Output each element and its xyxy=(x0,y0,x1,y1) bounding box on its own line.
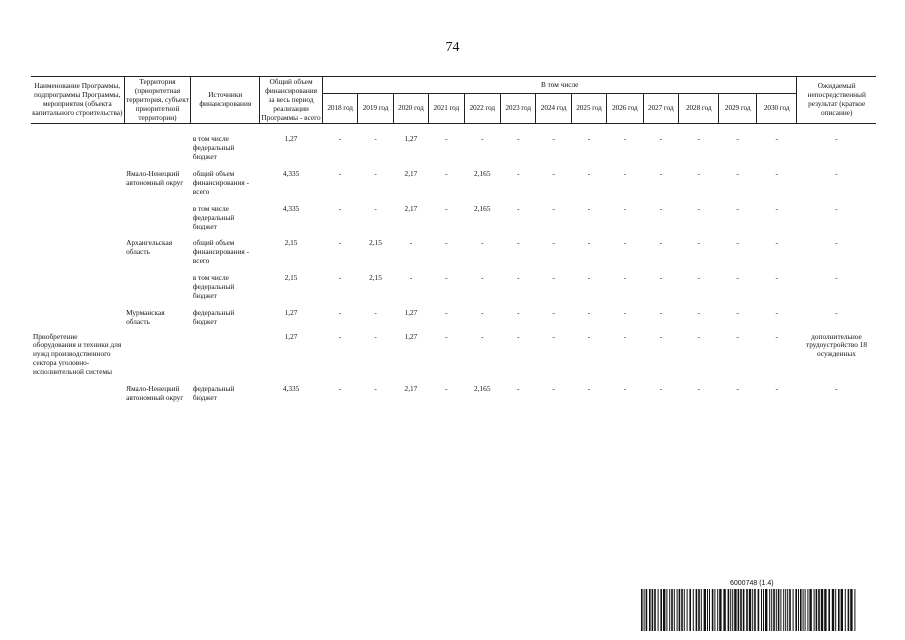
cell-result: дополнительное трудоустройство 18 осужденных xyxy=(805,331,867,359)
cell-year-value: - xyxy=(736,384,739,394)
cell-year-value: - xyxy=(516,331,520,341)
cell-year-value: - xyxy=(516,307,520,317)
cell-year-value: - xyxy=(736,331,739,341)
cell-result: - xyxy=(835,134,838,144)
cell-year-value: - xyxy=(481,331,484,341)
cell-year-value: - xyxy=(659,307,663,317)
cell-year-value: - xyxy=(697,384,700,394)
cell-year-value: - xyxy=(775,331,778,341)
header-year: 2023 год xyxy=(500,94,535,124)
cell-year-value: - xyxy=(374,331,377,341)
cell-source: общий объем финансирования - всего xyxy=(192,169,250,196)
cell-year-value: 1,27 xyxy=(404,307,418,317)
cell-year-value: - xyxy=(697,238,700,248)
cell-year-value: - xyxy=(338,203,342,213)
cell-year-value: - xyxy=(587,273,591,283)
cell-year-value: - xyxy=(445,384,448,394)
cell-year-value: - xyxy=(587,238,591,248)
cell-year-value: - xyxy=(445,307,448,317)
header-result: Ожидаемый непосредственный результат (краткое описание) xyxy=(797,77,876,124)
cell-year-value: - xyxy=(587,134,591,144)
cell-name xyxy=(31,204,124,233)
cell-name: Приобретение оборудования и техники для нужд производственного сектора уголовно-исполнительной системы xyxy=(33,331,122,377)
cell-year-value: - xyxy=(775,203,778,213)
cell-year-value: - xyxy=(775,273,778,283)
cell-year-value: - xyxy=(623,203,627,213)
cell-year-value: - xyxy=(775,384,778,394)
cell-year-value: - xyxy=(659,169,663,179)
barcode-block xyxy=(640,580,858,632)
cell-year-value: - xyxy=(516,273,520,283)
cell-name xyxy=(31,169,124,198)
header-year: 2021 год xyxy=(429,94,464,124)
cell-year-value: - xyxy=(623,273,627,283)
cell-year-value: 1,27 xyxy=(404,331,418,341)
cell-name xyxy=(31,134,124,163)
cell-year-value: - xyxy=(374,203,377,213)
cell-year-value: - xyxy=(552,273,555,283)
cell-year-value: - xyxy=(445,273,448,283)
table-row xyxy=(31,204,876,233)
table-row xyxy=(31,169,876,198)
cell-source xyxy=(191,332,260,378)
barcode-label: 6000748 (1.4) xyxy=(730,580,774,587)
header-year: 2026 год xyxy=(607,94,643,124)
cell-year-value: - xyxy=(659,331,663,341)
cell-year-value: - xyxy=(736,307,739,317)
header-year: 2025 год xyxy=(571,94,606,124)
cell-year-value: - xyxy=(481,134,484,144)
cell-year-value: - xyxy=(552,169,555,179)
header-year: 2027 год xyxy=(643,94,678,124)
cell-source: в том числе федеральный бюджет xyxy=(192,134,235,162)
cell-year-value: - xyxy=(445,203,448,213)
cell-result: - xyxy=(835,169,838,179)
cell-year-value: - xyxy=(445,169,448,179)
cell-result: - xyxy=(835,273,838,283)
cell-source: общий объем финансирования - всего xyxy=(192,238,250,266)
header-year: 2018 год xyxy=(322,94,357,124)
cell-total: 4,335 xyxy=(282,384,300,394)
cell-year-value: - xyxy=(516,134,520,144)
header-row-top xyxy=(31,77,876,94)
cell-year-value: - xyxy=(659,203,663,213)
cell-year-value: 2,165 xyxy=(474,203,491,213)
header-year: 2022 год xyxy=(464,94,500,124)
cell-year-value: - xyxy=(552,134,555,144)
cell-year-value: - xyxy=(552,307,555,317)
cell-territory: Ямало-Ненецкий автономный округ xyxy=(126,384,184,402)
header-territory: Территория (приоритетная территория, субъект приоритетной территории) xyxy=(124,77,191,124)
cell-year-value: - xyxy=(409,238,413,248)
cell-year-value: - xyxy=(481,307,484,317)
header-year: 2019 год xyxy=(358,94,393,124)
cell-year-value: - xyxy=(338,273,342,283)
header-year: 2020 год xyxy=(393,94,428,124)
cell-year-value: - xyxy=(338,384,342,394)
cell-year-value: - xyxy=(736,238,739,248)
cell-territory xyxy=(124,332,191,378)
cell-year-value: - xyxy=(659,273,663,283)
cell-year-value: 2,15 xyxy=(369,273,382,283)
cell-year-value: - xyxy=(697,331,700,341)
table-body xyxy=(31,124,876,410)
cell-total: 2,15 xyxy=(284,238,298,248)
cell-year-value: - xyxy=(445,134,448,144)
table-row xyxy=(31,238,876,267)
cell-year-value: 2,15 xyxy=(369,238,382,248)
cell-year-value: - xyxy=(736,169,739,179)
cell-year-value: - xyxy=(552,384,555,394)
cell-territory: Ямало-Ненецкий автономный округ xyxy=(126,169,184,188)
cell-territory xyxy=(124,204,191,233)
cell-total: 1,27 xyxy=(284,134,298,144)
cell-total: 4,335 xyxy=(282,169,300,179)
cell-source: федеральный бюджет xyxy=(192,307,235,326)
cell-total: 1,27 xyxy=(284,331,298,341)
table-row xyxy=(31,332,876,378)
cell-year-value: - xyxy=(623,331,627,341)
header-year: 2029 год xyxy=(719,94,756,124)
cell-year-value: - xyxy=(516,203,520,213)
cell-year-value: - xyxy=(775,169,778,179)
cell-source: федеральный бюджет xyxy=(192,384,235,402)
cell-year-value: - xyxy=(338,238,342,248)
header-year: 2028 год xyxy=(679,94,719,124)
cell-year-value: - xyxy=(587,331,591,341)
cell-year-value: - xyxy=(587,384,591,394)
cell-year-value: - xyxy=(623,169,627,179)
cell-year-value: - xyxy=(736,134,739,144)
cell-year-value: - xyxy=(623,307,627,317)
cell-year-value: - xyxy=(338,307,342,317)
cell-year-value: - xyxy=(338,331,342,341)
cell-name xyxy=(31,384,124,404)
cell-territory: Мурманская область xyxy=(126,307,165,326)
cell-year-value: 2,165 xyxy=(474,169,491,179)
table-row xyxy=(31,134,876,163)
cell-year-value: - xyxy=(409,273,413,283)
cell-year-value: - xyxy=(659,238,663,248)
cell-year-value: - xyxy=(587,169,591,179)
cell-year-value: - xyxy=(481,273,484,283)
cell-year-value: 2,165 xyxy=(474,384,491,394)
cell-year-value: - xyxy=(481,238,484,248)
page-number: 74 xyxy=(445,40,460,55)
cell-year-value: - xyxy=(736,273,739,283)
cell-year-value: - xyxy=(374,169,377,179)
table-row xyxy=(31,308,876,328)
cell-territory xyxy=(124,273,191,302)
cell-year-value: - xyxy=(445,331,448,341)
header-year: 2030 год xyxy=(756,94,796,124)
cell-year-value: - xyxy=(552,203,555,213)
cell-year-value: - xyxy=(516,169,520,179)
cell-year-value: - xyxy=(736,203,739,213)
cell-year-value: - xyxy=(623,238,627,248)
header-year: 2024 год xyxy=(536,94,571,124)
cell-year-value: - xyxy=(338,169,342,179)
table-row xyxy=(31,273,876,302)
cell-year-value: - xyxy=(374,384,377,394)
cell-source: в том числе федеральный бюджет xyxy=(192,273,235,300)
cell-result: - xyxy=(835,238,838,248)
cell-year-value: - xyxy=(623,384,627,394)
cell-year-value: 2,17 xyxy=(404,203,418,213)
cell-result: - xyxy=(835,307,838,317)
cell-year-value: 2,17 xyxy=(404,384,418,394)
cell-year-value: - xyxy=(697,203,700,213)
cell-year-value: - xyxy=(338,134,342,144)
table-row xyxy=(31,384,876,404)
cell-name xyxy=(31,273,124,302)
cell-year-value: - xyxy=(697,273,700,283)
cell-total: 4,335 xyxy=(282,203,300,213)
cell-territory: Архангельская область xyxy=(126,238,173,257)
cell-year-value: 1,27 xyxy=(404,134,418,144)
cell-year-value: - xyxy=(697,307,700,317)
cell-year-value: - xyxy=(374,134,377,144)
barcode-image xyxy=(640,589,858,631)
cell-source: в том числе федеральный бюджет xyxy=(192,203,235,231)
cell-year-value: - xyxy=(516,384,520,394)
cell-year-value: - xyxy=(552,331,555,341)
cell-year-value: 2,17 xyxy=(404,169,418,179)
cell-total: 1,27 xyxy=(284,307,298,317)
cell-territory xyxy=(124,134,191,163)
cell-total: 2,15 xyxy=(284,273,298,283)
cell-result: - xyxy=(835,203,838,213)
cell-year-value: - xyxy=(587,307,591,317)
cell-year-value: - xyxy=(659,384,663,394)
financing-table xyxy=(31,76,876,410)
cell-year-value: - xyxy=(697,134,700,144)
header-name: Наименование Программы, подпрограммы Программы, мероприятия (объекта капитального строительства) xyxy=(31,77,124,124)
header-including: В том числе xyxy=(322,77,796,94)
cell-result: - xyxy=(835,384,838,394)
cell-year-value: - xyxy=(587,203,591,213)
header-sources: Источники финансирования xyxy=(191,77,260,124)
cell-year-value: - xyxy=(516,238,520,248)
cell-name xyxy=(31,238,124,267)
cell-year-value: - xyxy=(659,134,663,144)
cell-year-value: - xyxy=(623,134,627,144)
cell-year-value: - xyxy=(445,238,448,248)
cell-year-value: - xyxy=(697,169,700,179)
cell-year-value: - xyxy=(552,238,555,248)
cell-year-value: - xyxy=(775,238,778,248)
cell-year-value: - xyxy=(775,307,778,317)
cell-name xyxy=(31,308,124,328)
header-total: Общий объем финансирования за весь период реализации Программы - всего xyxy=(260,77,323,124)
cell-year-value: - xyxy=(374,307,377,317)
cell-year-value: - xyxy=(775,134,778,144)
